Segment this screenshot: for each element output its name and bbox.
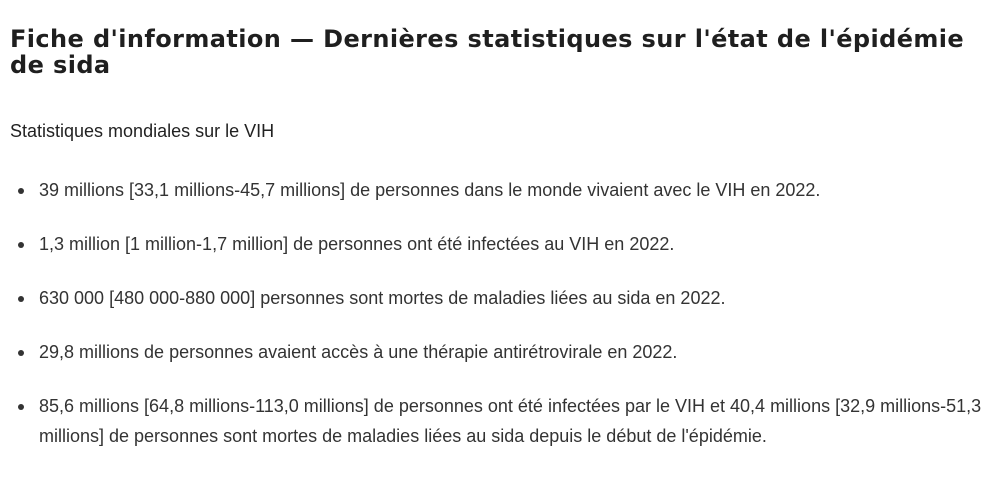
stat-text: 29,8 millions de personnes avaient accès à une thérapie antirétrovirale en 2022.	[39, 342, 678, 362]
bullet-icon	[18, 350, 24, 356]
page-title: Fiche d'information — Dernières statistiques sur l'état de l'épidémie de sida	[10, 25, 965, 79]
list-item	[10, 391, 995, 451]
stat-text: 630 000 [480 000-880 000] personnes sont mortes de maladies liées au sida en 2022.	[39, 288, 726, 308]
list-item	[10, 337, 995, 367]
fact-sheet	[10, 26, 995, 451]
bullet-icon	[18, 242, 24, 248]
statistics-list	[10, 175, 995, 451]
stat-text: 39 millions [33,1 millions-45,7 millions] de personnes dans le monde vivaient avec le VIH en 2022.	[39, 180, 821, 200]
bullet-icon	[18, 188, 24, 194]
stat-text: 1,3 million [1 million-1,7 million] de personnes ont été infectées au VIH en 2022.	[39, 234, 675, 254]
list-item	[10, 229, 995, 259]
bullet-icon	[18, 404, 24, 410]
stat-text: 85,6 millions [64,8 millions-113,0 millions] de personnes ont été infectées par le VIH et 40,4 millions [32,9 millions-51,3 millions] de personnes sont mortes de maladies liées au sida depuis le début de l'épidémie.	[39, 396, 982, 446]
bullet-icon	[18, 296, 24, 302]
section-subtitle: Statistiques mondiales sur le VIH	[10, 121, 275, 141]
list-item	[10, 283, 995, 313]
list-item	[10, 175, 995, 205]
